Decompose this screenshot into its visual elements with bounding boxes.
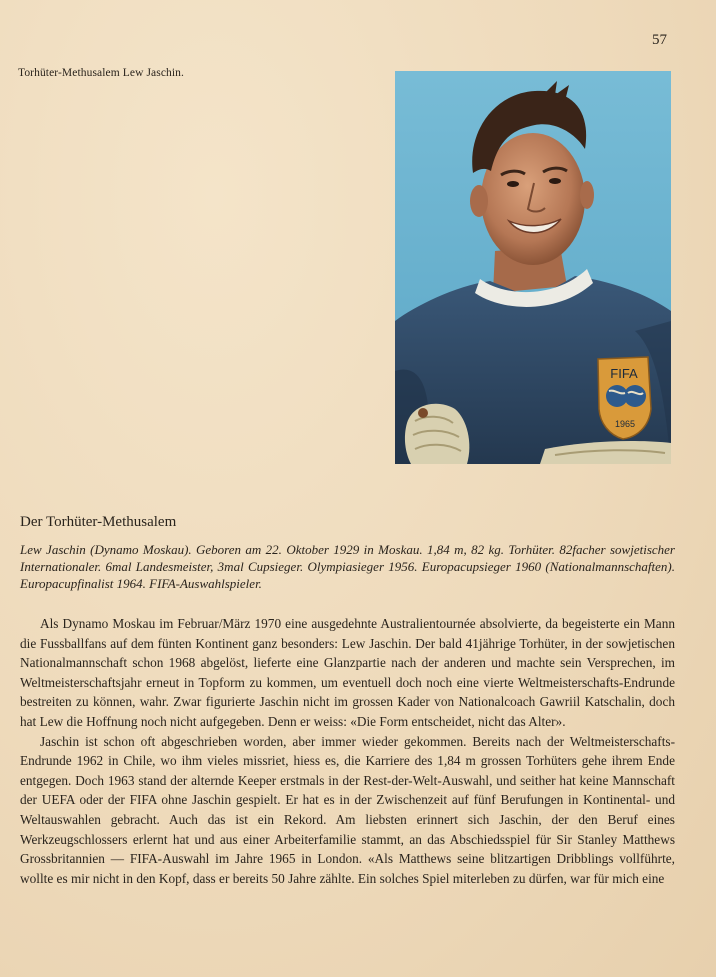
goalkeeper-portrait-icon xyxy=(395,71,671,464)
page-number: 57 xyxy=(652,32,667,48)
fifa-badge-icon xyxy=(598,357,651,439)
svg-text:1965: 1965 xyxy=(614,419,636,429)
article-paragraph-2: Jaschin ist schon oft abgeschrieben worden, aber immer wieder gekommen. Bereits nach der Weltmeisterschafts-Endrunde 1962 in Chile, wo ihm vieles missriet, hiess es, die Karriere des 1,84 m grossen Torhüters gehe ihrem Ende entgegen. Doch 1963 stand der alternde Keeper erstmals in der Rest-der-Welt-Auswahl, und seither hat keine Mannschaft der UEFA oder der FIFA ohne Jaschin gespielt. Er hat es in der Zwischenzeit auf fünf Berufungen in Kontinental- und Weltauswahlen gebracht. Auch das ist ein Rekord. Am liebsten erinnert sich Jaschin, der den Beruf eines Werkzeugschlossers erlernt hat und aus einer Arbeiterfamilie stammt, an das Abschiedsspiel für Sir Stanley Matthews Grossbritannien — FIFA-Auswahl im Jahre 1965 in London. «Als Matthews seine blitzartigen Dribblings vollführte, wollte es mir nicht in den Kopf, dass er bereits 50 Jahre zählte. Ein solches Spiel miterleben zu dürfen, war für mich eine xyxy=(20,733,675,886)
goalkeeper-photo xyxy=(395,71,671,464)
player-bio: Lew Jaschin (Dynamo Moskau). Geboren am 22. Oktober 1929 in Moskau. 1,84 m, 82 kg. Torhüter. 82facher sowjetischer Internationaler. 6mal Landesmeister, 3mal Cupsieger. Olympiasieger 1956. Europacupsieger 1960 (Nationalmannschaften). Europacupfinalist 1964. FIFA-Auswahlspieler. xyxy=(20,542,675,591)
article-title: Der Torhüter-Methusalem xyxy=(20,514,177,530)
photo-caption: Torhüter-Methusalem Lew Jaschin. xyxy=(18,67,184,79)
article-paragraph-1: Als Dynamo Moskau im Februar/März 1970 eine ausgedehnte Australientournée absolvierte, da begeisterte ein Mann die Fussballfans auf dem fünten Kontinent ganz besonders: Lew Jaschin. Der bald 41jährige Torhüter, in der sowjetischen Nationalmannschaft schon 1968 abgelöst, lieferte eine Glanzpartie nach der anderen und machte sein Versprechen, im Weltmeisterschaftsjahr erneut in Topform zu kommen, um eventuell doch noch eine vierte Weltmeisterschafts-Endrunde bestreiten zu können, wahr. Zwar figurierte Jaschin nicht im grossen Kader von Nationalcoach Gawriil Katschalin, doch hat Lew die Hoffnung noch nicht aufgegeben. Denn er weiss: «Die Form entscheidet, nicht das Alter». xyxy=(20,616,675,729)
svg-text:FIFA: FIFA xyxy=(610,366,638,381)
article-body xyxy=(20,614,675,888)
